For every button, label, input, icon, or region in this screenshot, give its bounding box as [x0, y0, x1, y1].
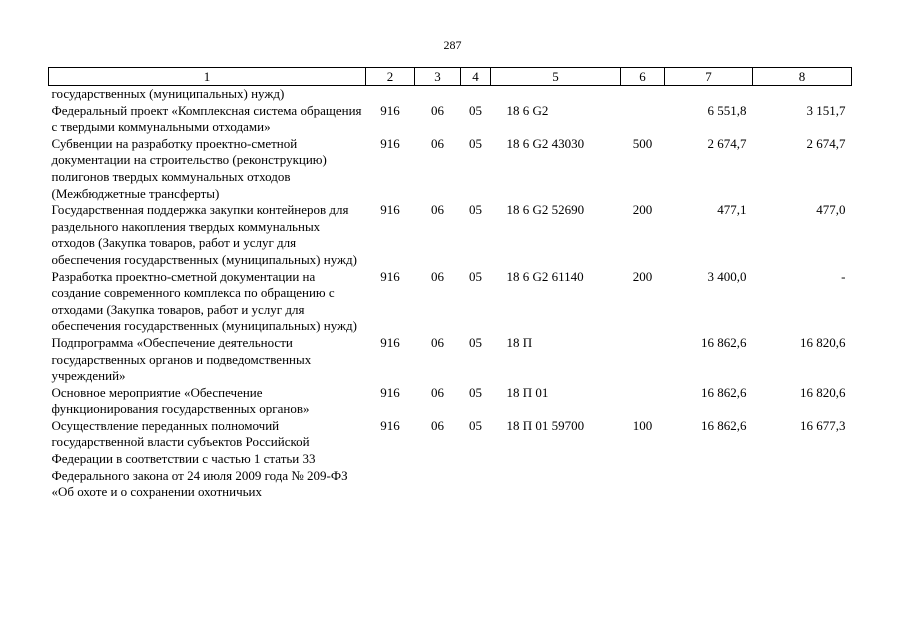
row-ministry-code: 916	[380, 268, 400, 284]
row-amount-actual: 16 820,6	[800, 384, 846, 400]
row-amount-plan: 477,1	[717, 202, 747, 218]
row-section: 06	[431, 268, 444, 284]
row-target-article: 18 П	[506, 334, 533, 350]
row-amount-plan: 16 862,6	[701, 417, 747, 433]
row-section: 06	[431, 384, 444, 400]
row-target-article: 18 6 G2 61140	[506, 268, 584, 284]
header-col-2: 2	[366, 68, 415, 86]
table-body	[49, 86, 852, 501]
row-section: 06	[431, 334, 444, 350]
row-expense-type: 200	[632, 268, 653, 284]
row-amount-actual: 3 151,7	[806, 102, 846, 118]
row-section	[415, 86, 461, 103]
row-expense-type	[621, 103, 665, 136]
row-ministry-code: 916	[380, 202, 400, 218]
row-section: 06	[431, 102, 444, 118]
row-ministry-code: 916	[380, 384, 400, 400]
table-row	[49, 136, 852, 202]
row-ministry-code: 916	[380, 102, 400, 118]
row-expense-type	[621, 86, 665, 103]
header-col-3: 3	[415, 68, 461, 86]
row-amount-actual: 2 674,7	[806, 135, 846, 151]
row-ministry-code	[366, 86, 415, 103]
row-target-article: 18 6 G2	[506, 102, 549, 118]
table-row	[49, 202, 852, 268]
row-amount-plan: 2 674,7	[707, 135, 747, 151]
header-row	[49, 68, 852, 86]
table-row	[49, 86, 852, 103]
row-name: государственных (муниципальных) нужд)	[51, 86, 285, 101]
header-col-7: 7	[665, 68, 753, 86]
row-amount-plan: 16 862,6	[701, 384, 747, 400]
table-header	[49, 68, 852, 86]
row-name: Субвенции на разработку проектно-сметной документации на строительство (реконструкцию) полигонов твердых коммунальных отходов (Межбюджетные трансферты)	[51, 135, 327, 201]
table-row	[49, 103, 852, 136]
header-col-5: 5	[491, 68, 621, 86]
header-col-1: 1	[49, 68, 366, 86]
row-name: Федеральный проект «Комплексная система обращения с твердыми коммунальными отходами»	[51, 102, 362, 135]
row-subsection	[461, 86, 491, 103]
row-ministry-code: 916	[380, 417, 400, 433]
row-name: Осуществление переданных полномочий государственной власти субъектов Российской Федерации в соответствии с частью 1 статьи 33 Федерального закона от 24 июля 2009 года № 209-ФЗ «Об охоте и о сохранении охотничьих	[51, 417, 348, 500]
row-name: Разработка проектно-сметной документации на создание современного комплекса по обращению с отходами (Закупка товаров, работ и услуг для обеспечения государственных (муниципальных) нужд)	[51, 268, 357, 334]
row-target-article	[491, 86, 621, 103]
row-amount-actual: 477,0	[816, 202, 846, 218]
row-ministry-code: 916	[380, 334, 400, 350]
row-amount-actual	[753, 86, 852, 103]
row-expense-type: 500	[632, 135, 653, 151]
row-ministry-code: 916	[380, 135, 400, 151]
row-target-article: 18 6 G2 52690	[506, 202, 585, 218]
row-subsection: 05	[469, 202, 482, 218]
row-name: Подпрограмма «Обеспечение деятельности государственных органов и подведомственных учреждений»	[51, 334, 312, 384]
row-amount-actual: -	[841, 268, 846, 284]
header-col-6: 6	[621, 68, 665, 86]
row-expense-type	[621, 335, 665, 385]
row-amount-actual: 16 820,6	[800, 334, 846, 350]
row-expense-type: 200	[632, 202, 653, 218]
row-subsection: 05	[469, 417, 482, 433]
table-row	[49, 418, 852, 501]
budget-table-container	[48, 67, 851, 501]
row-subsection: 05	[469, 384, 482, 400]
table-row	[49, 385, 852, 418]
row-subsection: 05	[469, 268, 482, 284]
row-expense-type	[621, 385, 665, 418]
row-subsection: 05	[469, 334, 482, 350]
row-section: 06	[431, 417, 444, 433]
row-amount-plan: 6 551,8	[707, 102, 747, 118]
page-number: 287	[443, 38, 462, 52]
row-amount-plan	[665, 86, 753, 103]
header-col-8: 8	[753, 68, 852, 86]
table-row	[49, 269, 852, 335]
row-target-article: 18 П 01 59700	[506, 417, 585, 433]
row-amount-plan: 3 400,0	[707, 268, 747, 284]
table-row	[49, 335, 852, 385]
row-section: 06	[431, 135, 444, 151]
row-name: Государственная поддержка закупки контейнеров для раздельного накопления твердых коммунальных отходов (Закупка товаров, работ и услуг для обеспечения государственных (муниципальных) нужд)	[51, 202, 357, 267]
header-col-4: 4	[461, 68, 491, 86]
row-amount-actual: 16 677,3	[800, 417, 846, 433]
row-section: 06	[431, 202, 444, 218]
budget-table	[48, 67, 852, 501]
row-target-article: 18 П 01	[506, 384, 549, 400]
row-subsection: 05	[469, 135, 482, 151]
row-name: Основное мероприятие «Обеспечение функционирования государственных органов»	[51, 384, 310, 417]
row-expense-type: 100	[632, 417, 653, 433]
row-amount-plan: 16 862,6	[701, 334, 747, 350]
row-target-article: 18 6 G2 43030	[506, 135, 585, 151]
row-subsection: 05	[469, 102, 482, 118]
